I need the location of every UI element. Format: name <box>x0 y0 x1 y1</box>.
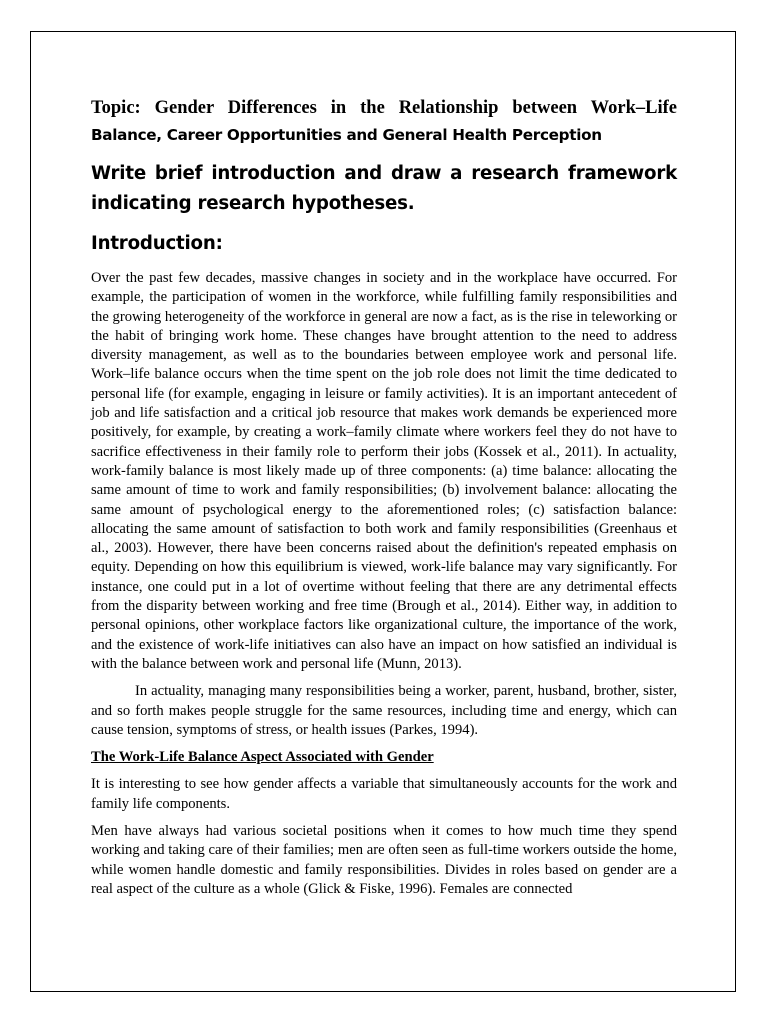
topic-title-line1: Topic: Gender Differences in the Relationship between Work–Life <box>91 98 677 118</box>
paragraph-3: It is interesting to see how gender affects a variable that simultaneously accounts for the work and family life components. <box>91 776 677 812</box>
topic-title-line2: Balance, Career Opportunities and General Health Perception <box>91 126 602 144</box>
assignment-question: Write brief introduction and draw a research framework indicating research hypotheses. <box>91 163 677 214</box>
document-content <box>91 94 677 907</box>
document-page <box>30 31 736 992</box>
paragraph-4: Men have always had various societal positions when it comes to how much time they spend working and taking care of their families; men are often seen as full-time workers outside the home, while women handle domestic and family responsibilities. Divides in roles based on gender are a real aspect of the culture as a whole (Glick & Fiske, 1996). Females are connected <box>91 823 677 897</box>
topic-title <box>91 94 677 123</box>
paragraph-1: Over the past few decades, massive changes in society and in the workplace have occurred. For example, the participation of women in the workforce, while fulfilling family responsibilities and the growing heterogeneity of the workforce in general are now a fact, as is the rise in teleworking or the habit of bringing work home. These changes have brought attention to the need to address diversity management, as well as to the boundaries between employee work and personal life. Work–life balance occurs when the time spent on the job role does not limit the time dedicated to personal life (for example, engaging in leisure or family activities). It is an important antecedent of job and life satisfaction and a critical job resource that makes work demands be experienced more positively, for example, by creating a work–family climate where workers feel they do not have to sacrifice effectiveness in their family role to perform their jobs (Kossek et al., 2011). In actuality, work-family balance is most likely made up of three components: (a) time balance: allocating the same amount of time to work and family responsibilities; (b) involvement balance: allocating the same amount of psychological energy to the aforementioned roles; (c) satisfaction balance: allocating the same amount of satisfaction to both work and family responsibilities (Greenhaus et al., 2003). However, there have been concerns raised about the definition's repeated emphasis on equity. Depending on how this equilibrium is viewed, work-life balance may vary significantly. For instance, one could put in a lot of overtime without feeling that there are any detrimental effects from the disparity between working and free time (Brough et al., 2014). Either way, in addition to personal opinions, other workplace factors like organizational culture, the importance of the work, and the existence of work-life initiatives can also have an impact on how satisfied an individual is with the balance between work and personal life (Munn, 2013). <box>91 270 677 672</box>
section-heading: The Work-Life Balance Aspect Associated with Gender <box>91 749 434 766</box>
paragraph-2: In actuality, managing many responsibilities being a worker, parent, husband, brother, sister, and so forth makes people struggle for the same resources, including time and energy, which can cause tension, symptoms of stress, or health issues (Parkes, 1994). <box>91 683 677 738</box>
introduction-heading: Introduction: <box>91 233 223 254</box>
